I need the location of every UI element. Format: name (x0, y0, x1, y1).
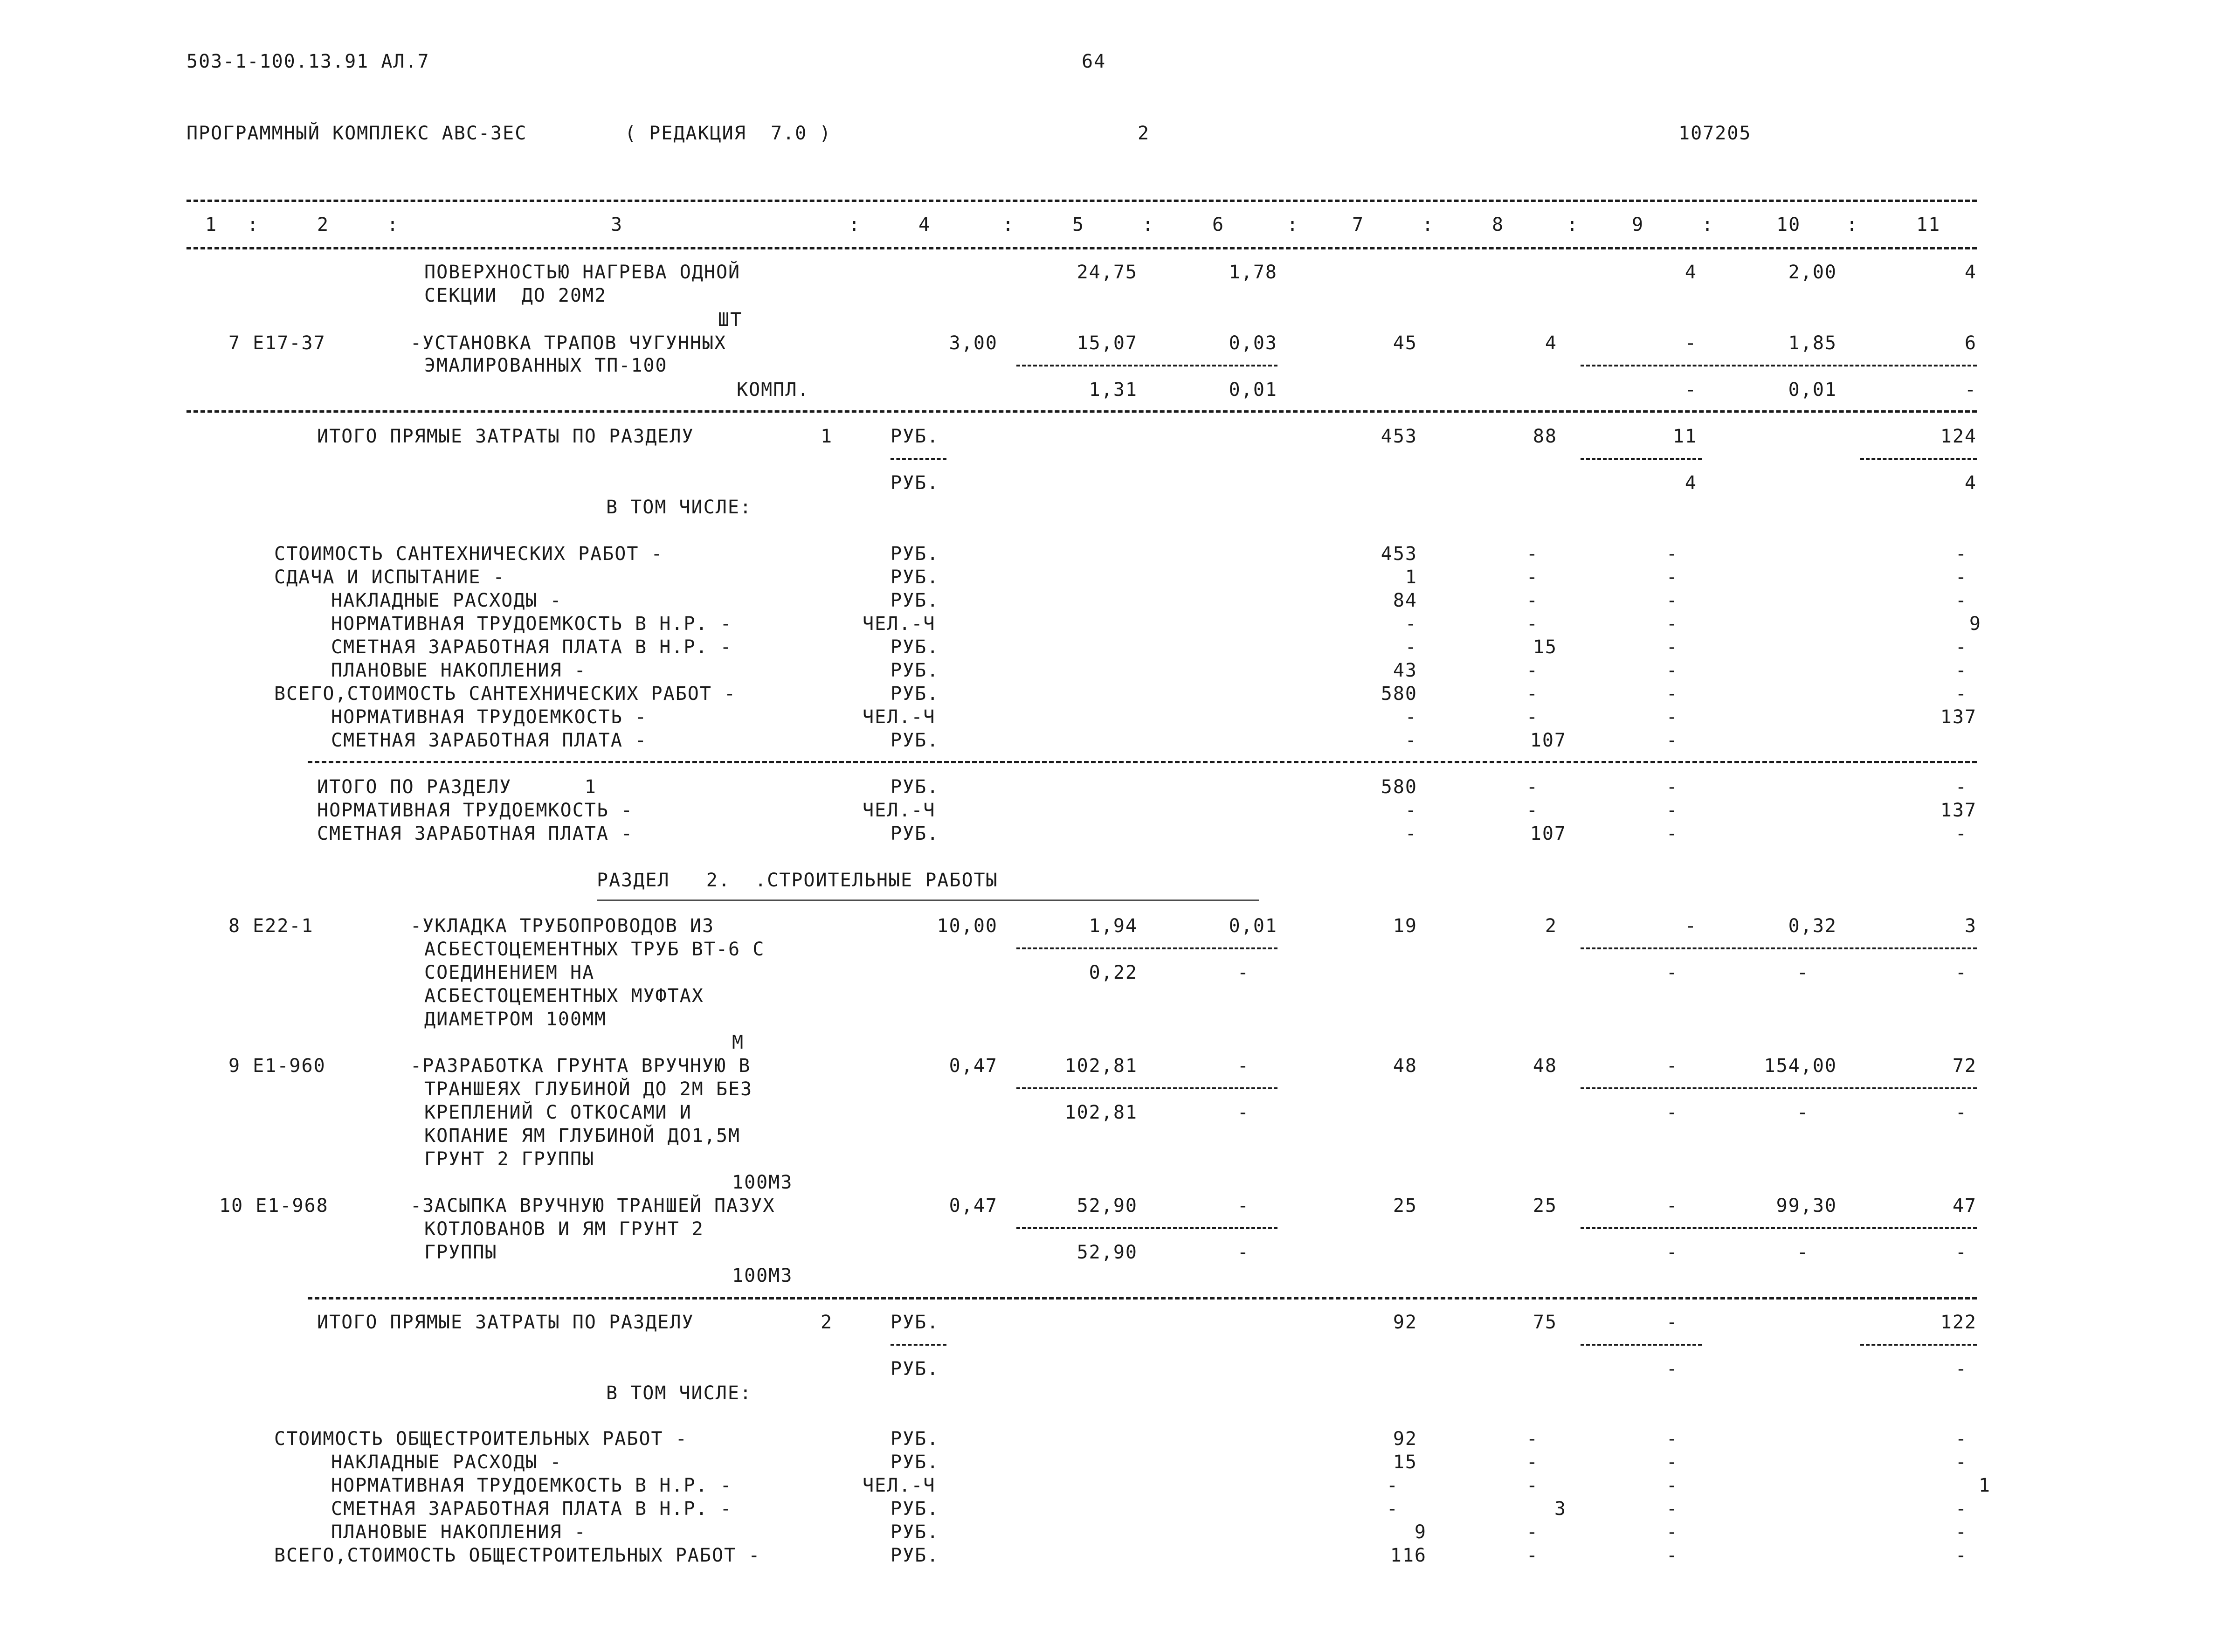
including-heading: В ТОМ ЧИСЛЕ: (606, 497, 752, 518)
cell-c8: - (1526, 683, 1539, 705)
unit-label: РУБ. (891, 776, 939, 798)
including-heading: В ТОМ ЧИСЛЕ: (606, 1382, 752, 1404)
col-5: 5 (1072, 214, 1085, 235)
cell-c11: - (1955, 660, 1968, 681)
section-number: 2 (821, 1312, 833, 1333)
cell-c11: 1 (1978, 1475, 1991, 1496)
cell-c4: 3,00 (949, 332, 998, 354)
cell-c9: - (1666, 706, 1678, 728)
cell-c5: 102,81 (1064, 1055, 1138, 1077)
cell-c5: 52,90 (1077, 1195, 1138, 1217)
cell-c11: - (1955, 1428, 1968, 1450)
unit-label: РУБ. (891, 1312, 939, 1333)
breakdown-label: ПЛАНОВЫЕ НАКОПЛЕНИЯ - (331, 1521, 587, 1543)
cell-c7: 84 (1393, 590, 1417, 611)
breakdown-label: СМЕТНАЯ ЗАРАБОТНАЯ ПЛАТА В Н.Р. - (331, 1498, 732, 1520)
sub-rule (1581, 947, 1977, 949)
section-title: РАЗДЕЛ 2. .СТРОИТЕЛЬНЫЕ РАБОТЫ (597, 870, 998, 891)
cell-s9: - (1666, 962, 1678, 983)
doc-code: 503-1-100.13.91 АЛ.7 (186, 51, 430, 72)
cell-c8: 107 (1530, 823, 1567, 844)
unit-label: РУБ. (891, 1498, 939, 1520)
cell-c8: - (1526, 1475, 1539, 1496)
item-text: ГРУНТ 2 ГРУППЫ (424, 1148, 595, 1170)
item-text: ПОВЕРХНОСТЬЮ НАГРЕВА ОДНОЙ (424, 262, 741, 283)
col-sep: : (1567, 214, 1579, 235)
unit-label: РУБ. (891, 730, 939, 751)
breakdown-label: НОРМАТИВНАЯ ТРУДОЕМКОСТЬ В Н.Р. - (331, 1475, 732, 1496)
col-sep: : (1002, 214, 1015, 235)
cell-c8: 15 (1533, 636, 1557, 658)
breakdown-label: ПЛАНОВЫЕ НАКОПЛЕНИЯ - (331, 660, 587, 681)
sub-rule (891, 458, 946, 460)
cell-c7: - (1405, 706, 1417, 728)
cell-c7: - (1386, 1498, 1399, 1520)
breakdown-label: НАКЛАДНЫЕ РАСХОДЫ - (331, 1452, 562, 1473)
cell-c5: 1,94 (1089, 915, 1138, 937)
cell-s5: 102,81 (1064, 1102, 1138, 1123)
col-6: 6 (1212, 214, 1225, 235)
breakdown-label: ВСЕГО,СТОИМОСТЬ САНТЕХНИЧЕСКИХ РАБОТ - (274, 683, 737, 705)
item-text: -УСТАНОВКА ТРАПОВ ЧУГУННЫХ (410, 332, 727, 354)
item-text: КРЕПЛЕНИЙ С ОТКОСАМИ И (424, 1102, 692, 1123)
cell-c9: - (1666, 776, 1678, 798)
cell-c9: - (1666, 1055, 1678, 1077)
item-text: КОПАНИЕ ЯМ ГЛУБИНОЙ ДО1,5М (424, 1125, 741, 1147)
cell-c11: 72 (1952, 1055, 1977, 1077)
cell-c11: - (1955, 1545, 1968, 1566)
cell-c10: 2,00 (1788, 262, 1837, 283)
cell-c9: - (1666, 1428, 1678, 1450)
cell-c7: 48 (1393, 1055, 1417, 1077)
col-sep: : (1422, 214, 1435, 235)
cell-c7: 580 (1381, 776, 1417, 798)
cell-s9: - (1685, 379, 1697, 401)
item-number: 10 Е1-968 (219, 1195, 329, 1217)
cell-s9: - (1666, 1102, 1678, 1123)
cell-s5: 1,31 (1089, 379, 1138, 401)
cell-c11: - (1955, 636, 1968, 658)
cell-c7: 116 (1390, 1545, 1427, 1566)
cell-c5: 15,07 (1077, 332, 1138, 354)
cell-c8: 88 (1533, 426, 1557, 447)
cell-c8: 75 (1533, 1312, 1557, 1333)
cell-c11: - (1955, 823, 1968, 844)
cell-c11: 137 (1940, 800, 1977, 821)
breakdown-label: СМЕТНАЯ ЗАРАБОТНАЯ ПЛАТА - (331, 730, 648, 751)
cell-c8: - (1526, 800, 1539, 821)
cell-c9: - (1685, 915, 1697, 937)
cell-c7: 92 (1393, 1312, 1417, 1333)
cell-s10: 0,01 (1788, 379, 1837, 401)
cell-c8: 107 (1530, 730, 1567, 751)
item-text: -РАЗРАБОТКА ГРУНТА ВРУЧНУЮ В (410, 1055, 751, 1077)
cell-c7: - (1405, 613, 1417, 635)
section-rule (308, 761, 1977, 763)
cell-s5: 52,90 (1077, 1242, 1138, 1263)
cell-c7: - (1405, 823, 1417, 844)
cell-c9: - (1666, 823, 1678, 844)
cell-c9: - (1666, 543, 1678, 565)
item-text: ДИАМЕТРОМ 100ММ (424, 1009, 607, 1030)
cell-c10: 1,85 (1788, 332, 1837, 354)
cell-c9: - (1666, 730, 1678, 751)
breakdown-label: СТОИМОСТЬ САНТЕХНИЧЕСКИХ РАБОТ - (274, 543, 663, 565)
breakdown-label: НАКЛАДНЫЕ РАСХОДЫ - (331, 590, 562, 611)
sub-rule (1581, 1227, 1977, 1229)
sub-rule (1581, 365, 1977, 366)
cell-c5: 24,75 (1077, 262, 1138, 283)
cell-c9: - (1666, 1195, 1678, 1217)
sub-rule (1581, 1344, 1702, 1346)
cell-c8: - (1526, 1521, 1539, 1543)
cell-c7: 15 (1393, 1452, 1417, 1473)
unit-label: ЧЕЛ.-Ч (863, 706, 936, 728)
cell-c6: - (1237, 1055, 1250, 1077)
cell-s6: - (1237, 962, 1250, 983)
cell-c8: 2 (1545, 915, 1557, 937)
cell-c7: - (1405, 730, 1417, 751)
unit-label: РУБ. (891, 1452, 939, 1473)
cell-c9: - (1666, 800, 1678, 821)
col-9: 9 (1632, 214, 1644, 235)
sub-rule (1860, 1344, 1977, 1346)
item-number: 8 Е22-1 (228, 915, 314, 937)
sub-rule (1016, 947, 1277, 949)
cell-c8: - (1526, 1452, 1539, 1473)
section-total-label: НОРМАТИВНАЯ ТРУДОЕМКОСТЬ - (317, 800, 634, 821)
program-name: ПРОГРАММНЫЙ КОМПЛЕКС АВС-3ЕС (186, 123, 527, 144)
cell-c8: - (1526, 1545, 1539, 1566)
section-number: 1 (821, 426, 833, 447)
cell-c8: - (1526, 660, 1539, 681)
cell-c11: - (1955, 590, 1968, 611)
cell-s9: - (1666, 1242, 1678, 1263)
col-2: 2 (317, 214, 330, 235)
cell-c8: 48 (1533, 1055, 1557, 1077)
sub-rule (1016, 1087, 1277, 1089)
cell-c11: - (1955, 543, 1968, 565)
col-11: 11 (1916, 214, 1941, 235)
cell-c7: 25 (1393, 1195, 1417, 1217)
cell-s9: - (1666, 1358, 1678, 1380)
col-3: 3 (611, 214, 623, 235)
section-rule (186, 410, 1977, 413)
total-label: ИТОГО ПРЯМЫЕ ЗАТРАТЫ ПО РАЗДЕЛУ (317, 1312, 694, 1333)
cell-c9: - (1666, 683, 1678, 705)
total-label: ИТОГО ПРЯМЫЕ ЗАТРАТЫ ПО РАЗДЕЛУ (317, 426, 694, 447)
sub-rule (1581, 1087, 1977, 1089)
cell-c8: - (1526, 590, 1539, 611)
unit-label: 100М3 (732, 1265, 793, 1286)
unit-label: КОМПЛ. (737, 379, 810, 401)
cell-s10: - (1796, 1242, 1809, 1263)
cell-s6: - (1237, 1102, 1250, 1123)
cell-c7: 45 (1393, 332, 1417, 354)
cell-c11: - (1955, 1498, 1968, 1520)
cell-c10: 0,32 (1788, 915, 1837, 937)
item-text: ЭМАЛИРОВАННЫХ ТП-100 (424, 355, 668, 376)
cell-s11: - (1955, 1102, 1968, 1123)
cell-c9: - (1666, 1312, 1678, 1333)
cell-c4: 0,47 (949, 1055, 998, 1077)
cell-c9: - (1685, 332, 1697, 354)
cell-c8: 3 (1554, 1498, 1567, 1520)
section-total-label: ИТОГО ПО РАЗДЕЛУ 1 (317, 776, 597, 798)
cell-s5: 0,22 (1089, 962, 1138, 983)
cell-c9: - (1666, 1498, 1678, 1520)
col-sep: : (1702, 214, 1714, 235)
cell-c6: 0,03 (1229, 332, 1277, 354)
cell-c7: - (1386, 1475, 1399, 1496)
document-code: 107205 (1678, 123, 1752, 144)
cell-c11: - (1955, 776, 1968, 798)
cell-s11: 4 (1964, 472, 1977, 494)
cell-c10: 99,30 (1776, 1195, 1837, 1217)
unit-label: РУБ. (891, 660, 939, 681)
cell-c6: 0,01 (1229, 915, 1277, 937)
cell-c11: - (1955, 1521, 1968, 1543)
cell-c11: 137 (1940, 706, 1977, 728)
unit-label: ЧЕЛ.-Ч (863, 800, 936, 821)
item-text: -УКЛАДКА ТРУБОПРОВОДОВ ИЗ (410, 915, 715, 937)
cell-c4: 10,00 (937, 915, 998, 937)
sub-rule (1016, 1227, 1277, 1229)
unit-label: РУБ. (891, 1428, 939, 1450)
item-text: ТРАНШЕЯХ ГЛУБИНОЙ ДО 2М БЕЗ (424, 1078, 753, 1100)
unit-label: РУБ. (891, 426, 939, 447)
cell-c9: - (1666, 1521, 1678, 1543)
item-text: ГРУППЫ (424, 1242, 497, 1263)
item-number: 7 Е17-37 (228, 332, 326, 354)
unit-label: РУБ. (891, 590, 939, 611)
cell-c9: - (1666, 660, 1678, 681)
unit-label: ЧЕЛ.-Ч (863, 1475, 936, 1496)
cell-c9: - (1666, 1475, 1678, 1496)
unit-label: РУБ. (891, 1521, 939, 1543)
cell-s11: - (1955, 1242, 1968, 1263)
unit-label: РУБ. (891, 567, 939, 588)
col-7: 7 (1352, 214, 1365, 235)
cell-c7: 92 (1393, 1428, 1417, 1450)
unit-label: РУБ. (891, 472, 939, 494)
cell-s10: - (1796, 962, 1809, 983)
cell-c8: - (1526, 776, 1539, 798)
unit-label: РУБ. (891, 543, 939, 565)
item-text: -ЗАСЫПКА ВРУЧНУЮ ТРАНШЕЙ ПАЗУХ (410, 1195, 775, 1217)
cell-c6: 1,78 (1229, 262, 1277, 283)
item-text: АСБЕСТОЦЕМЕНТНЫХ МУФТАХ (424, 985, 704, 1007)
col-8: 8 (1492, 214, 1505, 235)
cell-c9: - (1666, 613, 1678, 635)
cell-c9: - (1666, 1452, 1678, 1473)
cell-c8: - (1526, 543, 1539, 565)
cell-c11: - (1955, 683, 1968, 705)
item-text: СЕКЦИИ ДО 20М2 (424, 285, 607, 306)
col-10: 10 (1776, 214, 1801, 235)
item-text: КОТЛОВАНОВ И ЯМ ГРУНТ 2 (424, 1218, 704, 1240)
col-1: 1 (205, 214, 218, 235)
unit-label: 100М3 (732, 1172, 793, 1193)
cell-s10: - (1796, 1102, 1809, 1123)
cell-c8: - (1526, 567, 1539, 588)
col-sep: : (849, 214, 861, 235)
cell-c9: 4 (1685, 262, 1697, 283)
sub-rule (1581, 458, 1702, 460)
sub-rule (1860, 458, 1977, 460)
unit-label: РУБ. (891, 823, 939, 844)
col-sep: : (1846, 214, 1859, 235)
cell-c9: - (1666, 590, 1678, 611)
cell-c7: 453 (1381, 426, 1417, 447)
cell-c10: 154,00 (1764, 1055, 1837, 1077)
unit-label: М (732, 1032, 745, 1053)
item-text: СОЕДИНЕНИЕМ НА (424, 962, 595, 983)
cell-s9: 4 (1685, 472, 1697, 494)
col-sep: : (1287, 214, 1299, 235)
item-number: 9 Е1-960 (228, 1055, 326, 1077)
cell-c8: - (1526, 706, 1539, 728)
unit-label: РУБ. (891, 1358, 939, 1380)
breakdown-label: ВСЕГО,СТОИМОСТЬ ОБЩЕСТРОИТЕЛЬНЫХ РАБОТ - (274, 1545, 761, 1566)
breakdown-label: СДАЧА И ИСПЫТАНИЕ - (274, 567, 505, 588)
cell-s6: 0,01 (1229, 379, 1277, 401)
cell-c11: 9 (1969, 613, 1981, 635)
cell-c7: 580 (1381, 683, 1417, 705)
cell-c4: 0,47 (949, 1195, 998, 1217)
cell-c7: 43 (1393, 660, 1417, 681)
cell-c7: 453 (1381, 543, 1417, 565)
cell-c8: - (1526, 613, 1539, 635)
cell-c7: 19 (1393, 915, 1417, 937)
col-sep: : (247, 214, 260, 235)
cell-c9: - (1666, 567, 1678, 588)
col-4: 4 (918, 214, 931, 235)
unit-label: РУБ. (891, 636, 939, 658)
cell-c11: - (1955, 567, 1968, 588)
cell-c8: - (1526, 1428, 1539, 1450)
cell-c7: - (1405, 636, 1417, 658)
cell-c7: 9 (1414, 1521, 1427, 1543)
header-rule-top (186, 200, 1977, 202)
cell-c11: 4 (1964, 262, 1977, 283)
cell-c8: 25 (1533, 1195, 1557, 1217)
cell-c9: 11 (1672, 426, 1697, 447)
unit-label: ЧЕЛ.-Ч (863, 613, 936, 635)
cell-c9: - (1666, 1545, 1678, 1566)
cell-s6: - (1237, 1242, 1250, 1263)
unit-label: РУБ. (891, 1545, 939, 1566)
edition: ( РЕДАКЦИЯ 7.0 ) (625, 123, 832, 144)
sub-rule (1016, 365, 1277, 366)
cell-s11: - (1955, 1358, 1968, 1380)
section-total-label: СМЕТНАЯ ЗАРАБОТНАЯ ПЛАТА - (317, 823, 634, 844)
col-sep: : (1142, 214, 1155, 235)
cell-s11: - (1955, 962, 1968, 983)
cell-c11: 122 (1940, 1312, 1977, 1333)
item-text: АСБЕСТОЦЕМЕНТНЫХ ТРУБ ВТ-6 С (424, 939, 765, 960)
cell-c8: 4 (1545, 332, 1557, 354)
cell-s11: - (1964, 379, 1977, 401)
section-rule (308, 1297, 1977, 1299)
cell-c9: - (1666, 636, 1678, 658)
page-number: 64 (1082, 51, 1106, 72)
breakdown-label: НОРМАТИВНАЯ ТРУДОЕМКОСТЬ В Н.Р. - (331, 613, 732, 635)
sheet-number: 2 (1138, 123, 1150, 144)
cell-c7: - (1405, 800, 1417, 821)
breakdown-label: НОРМАТИВНАЯ ТРУДОЕМКОСТЬ - (331, 706, 648, 728)
cell-c11: 3 (1964, 915, 1977, 937)
cell-c11: 6 (1964, 332, 1977, 354)
cell-c11: 47 (1952, 1195, 1977, 1217)
cell-c6: - (1237, 1195, 1250, 1217)
col-sep: : (387, 214, 400, 235)
unit-label: ШТ (718, 309, 743, 331)
cell-c11: 124 (1940, 426, 1977, 447)
unit-label: РУБ. (891, 683, 939, 705)
section-title-underline (597, 899, 1259, 905)
breakdown-label: СТОИМОСТЬ ОБЩЕСТРОИТЕЛЬНЫХ РАБОТ - (274, 1428, 688, 1450)
cell-c11: - (1955, 1452, 1968, 1473)
breakdown-label: СМЕТНАЯ ЗАРАБОТНАЯ ПЛАТА В Н.Р. - (331, 636, 732, 658)
cell-c7: 1 (1405, 567, 1417, 588)
sub-rule (891, 1344, 946, 1346)
header-rule-bottom (186, 247, 1977, 249)
